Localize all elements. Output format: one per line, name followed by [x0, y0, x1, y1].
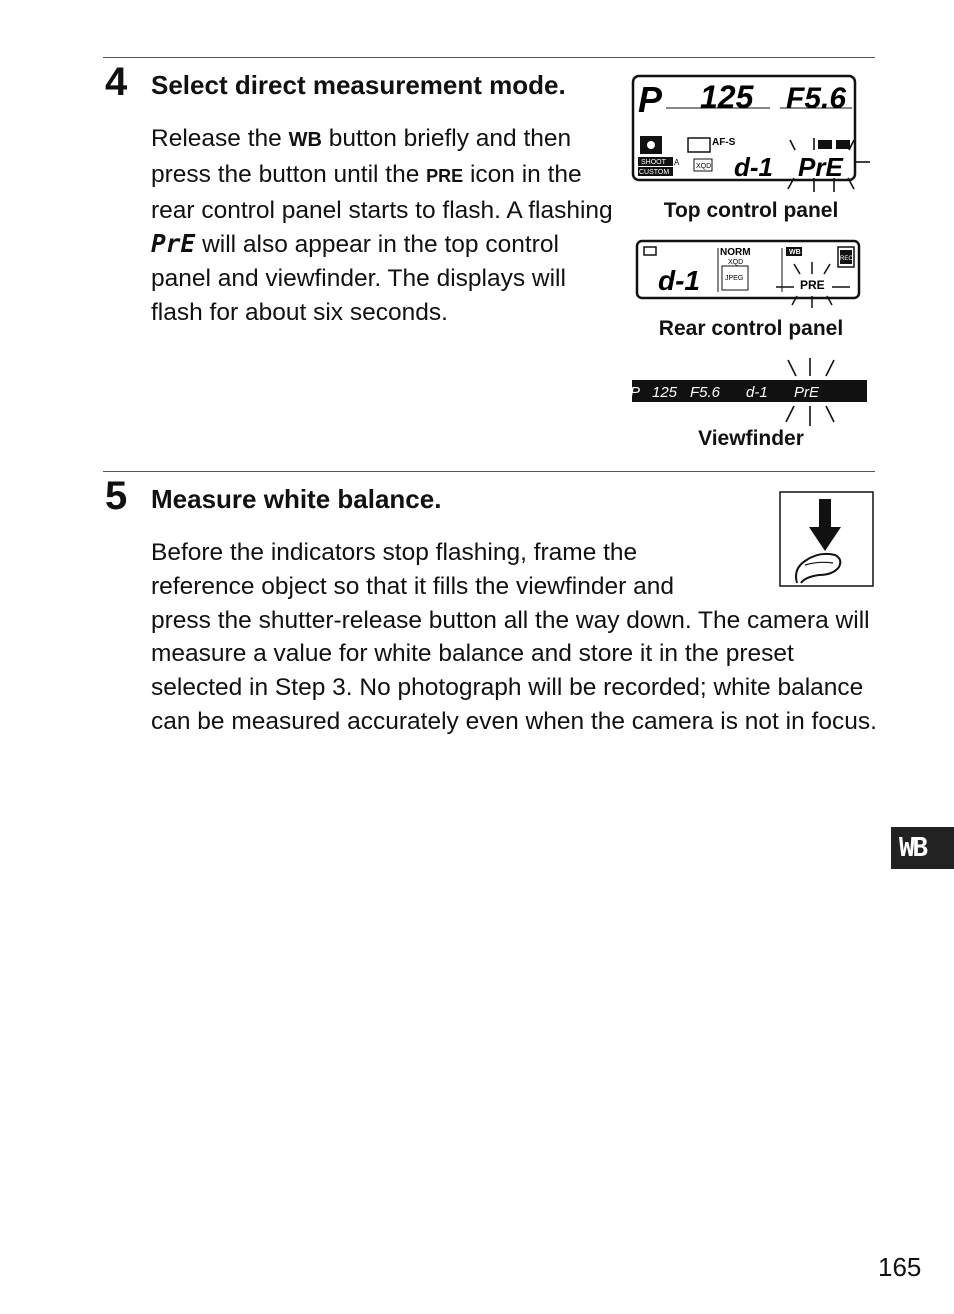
top-panel-pre: PrE: [798, 152, 843, 182]
top-panel-bank: A: [674, 158, 680, 167]
top-panel-af-mode: AF-S: [712, 137, 736, 148]
top-panel-card: XQD: [696, 163, 712, 170]
top-panel-custom: CUSTOM: [639, 169, 670, 176]
rear-panel-card: XQD: [728, 259, 744, 266]
viewfinder-mode: P: [630, 384, 641, 401]
viewfinder-aperture: F5.6: [690, 384, 721, 401]
viewfinder-pre: PrE: [794, 384, 820, 401]
rear-panel-format: JPEG: [725, 275, 744, 282]
viewfinder-illustration: [630, 356, 870, 428]
top-panel-aperture: F5.6: [786, 82, 847, 115]
top-control-panel-caption: Top control panel: [663, 199, 839, 222]
viewfinder-caption: Viewfinder: [698, 427, 804, 450]
top-control-panel-illustration: [630, 72, 872, 196]
step4-body-2: button briefly and then press the button until the: [151, 125, 572, 188]
viewfinder-flash-marks-top: [788, 358, 834, 376]
rear-panel-preset: d-1: [658, 265, 700, 296]
top-panel-shutter: 125: [700, 79, 754, 115]
viewfinder-flash-marks-bottom: [786, 406, 834, 426]
wb-button-label: WB: [288, 129, 322, 151]
page-number: 165: [878, 1252, 922, 1282]
pre-segment-display: PrE: [151, 229, 196, 259]
step4-title: Select direct measurement mode.: [151, 70, 566, 100]
pre-icon-label: PRE: [426, 165, 464, 186]
wb-tab-label: WB: [899, 833, 927, 863]
step4-body: [151, 122, 621, 330]
rear-panel-quality: NORM: [720, 247, 751, 258]
viewfinder-preset: d-1: [746, 384, 768, 401]
step5-rule: [103, 471, 875, 472]
top-panel-preset: d-1: [734, 152, 773, 182]
step5-body: [151, 536, 881, 739]
top-panel-mode: P: [638, 79, 663, 120]
rear-control-panel-caption: Rear control panel: [658, 317, 844, 340]
step4-rule: [103, 57, 875, 58]
wb-chapter-tab: [891, 827, 954, 869]
rear-panel-wb-badge: WB: [789, 249, 801, 256]
rear-panel-pre: PRE: [800, 278, 825, 292]
viewfinder-shutter: 125: [652, 384, 678, 401]
step5-body-text: Before the indicators stop flashing, frame the reference object so that it fills the viewfinder and press the shutter-release button all the way down. The camera will measure a value for white balance and store it in the preset selected in Step 3. No photograph will be recorded; white balance can be measured accurately even when the camera is not in focus.: [151, 539, 877, 735]
step5-title: Measure white balance.: [151, 484, 442, 514]
rear-control-panel-illustration: [634, 238, 864, 310]
step5-number: 5: [105, 474, 128, 518]
top-panel-shoot: SHOOT: [641, 159, 666, 166]
step4-body-1: Release the: [151, 125, 282, 152]
step4-body-4: will also appear in the top control panel and viewfinder. The displays will flash for about six seconds.: [151, 231, 566, 326]
step4-body-3: icon in the rear control panel starts to flash. A flashing: [151, 160, 613, 224]
rear-panel-rec: REC: [840, 256, 853, 262]
step4-number: 4: [105, 60, 128, 104]
